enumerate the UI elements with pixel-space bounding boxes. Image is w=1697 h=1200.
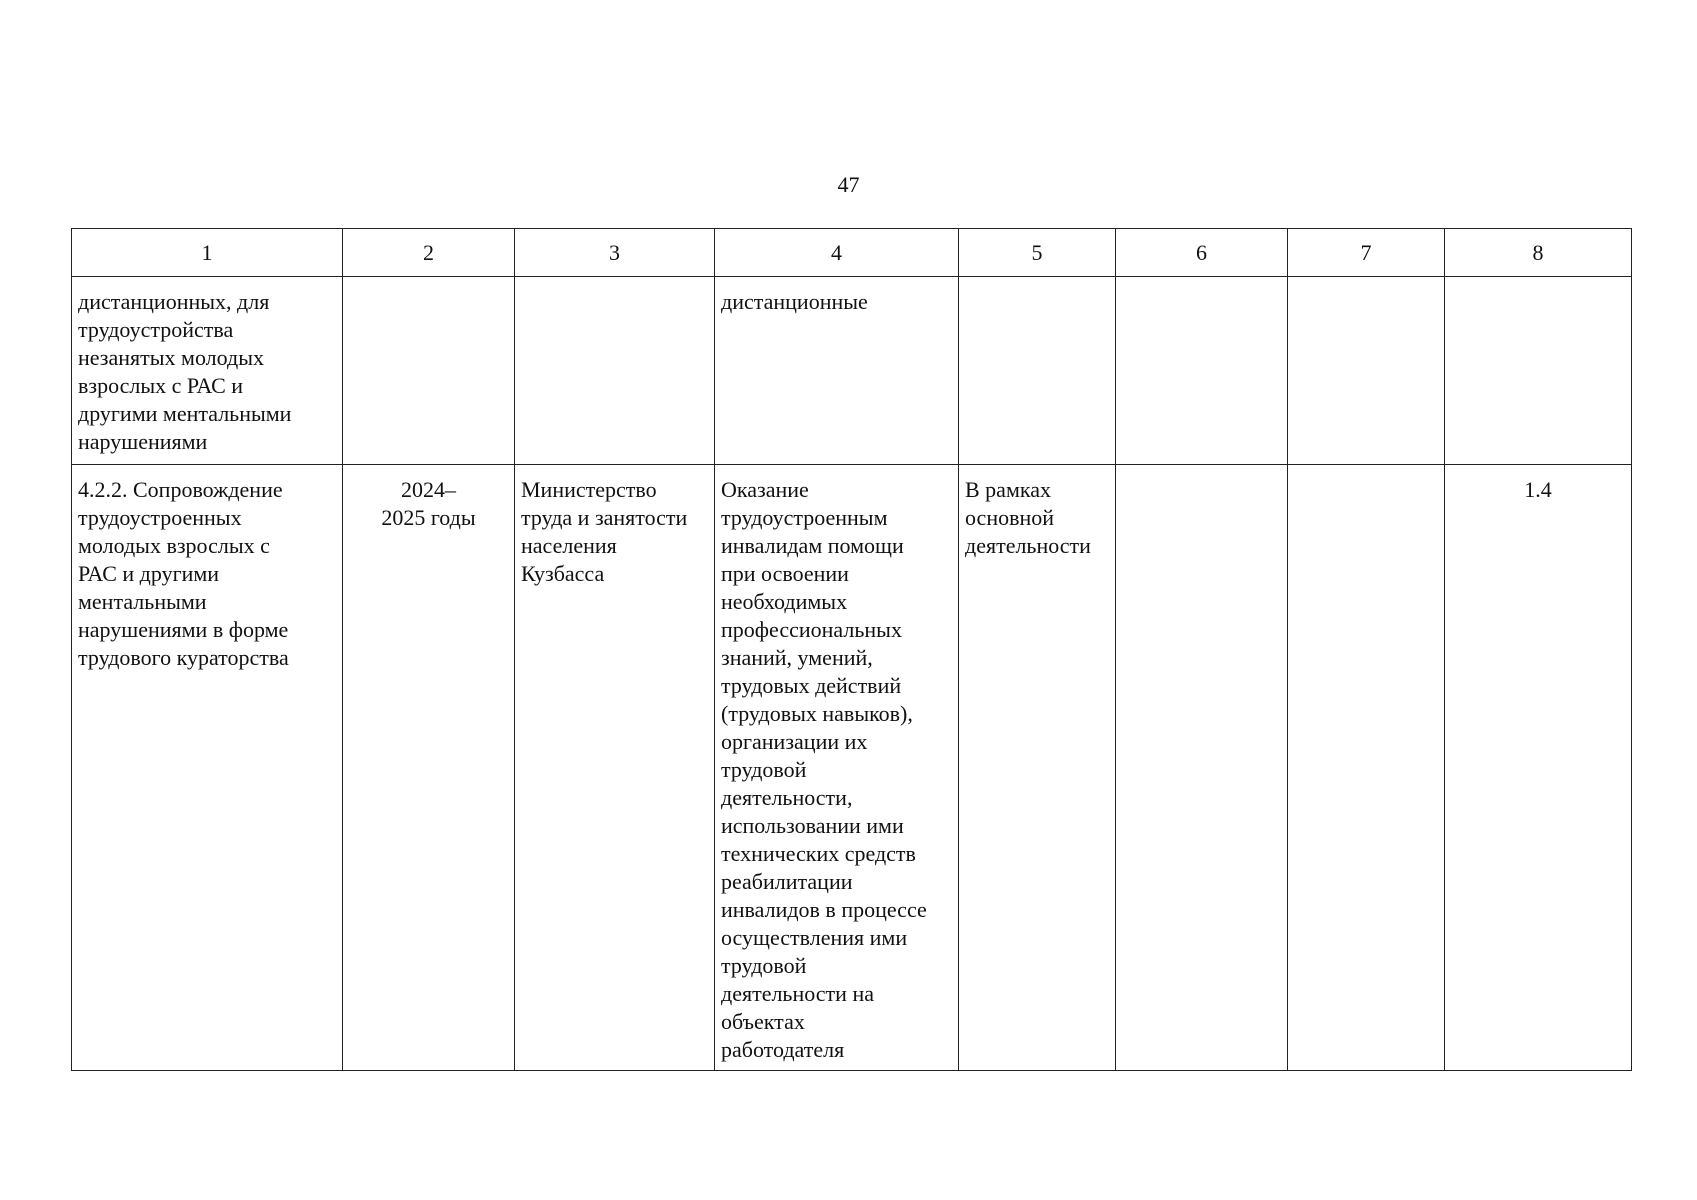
cell-measure-name: 4.2.2. Сопровождение трудоустроенных молодых взрослых с РАС и другими ментальными нарушениями в форме трудового кураторства	[72, 465, 343, 1071]
cell-period: 2024– 2025 годы	[343, 465, 515, 1071]
cell-funding: В рамках основной деятельности	[959, 465, 1116, 1071]
cell-result: дистанционные	[715, 277, 959, 465]
column-header-6: 6	[1116, 229, 1288, 277]
column-header-2: 2	[343, 229, 515, 277]
measures-table	[71, 228, 1632, 1071]
cell-col-7	[1288, 277, 1445, 465]
cell-funding	[959, 277, 1116, 465]
cell-indicator	[1445, 277, 1632, 465]
column-header-8: 8	[1445, 229, 1632, 277]
column-header-1: 1	[72, 229, 343, 277]
table-row	[72, 277, 1632, 465]
column-header-4: 4	[715, 229, 959, 277]
column-header-7: 7	[1288, 229, 1445, 277]
cell-period	[343, 277, 515, 465]
cell-col-6	[1116, 277, 1288, 465]
cell-indicator: 1.4	[1445, 465, 1632, 1071]
table-row	[72, 465, 1632, 1071]
cell-executor	[515, 277, 715, 465]
cell-measure-name: дистанционных, для трудоустройства незанятых молодых взрослых с РАС и другими ментальными нарушениями	[72, 277, 343, 465]
page-number: 47	[837, 172, 860, 197]
cell-result: Оказание трудоустроенным инвалидам помощи при освоении необходимых профессиональных знаний, умений, трудовых действий (трудовых навыков), организации их трудовой деятельности, использовании ими технических средств реабилитации инвалидов в процессе осуществления ими трудовой деятельности на объектах работодателя	[715, 465, 959, 1071]
cell-col-6	[1116, 465, 1288, 1071]
cell-executor: Министерство труда и занятости населения Кузбасса	[515, 465, 715, 1071]
column-header-5: 5	[959, 229, 1116, 277]
cell-col-7	[1288, 465, 1445, 1071]
column-header-3: 3	[515, 229, 715, 277]
table-header-row	[72, 229, 1632, 277]
